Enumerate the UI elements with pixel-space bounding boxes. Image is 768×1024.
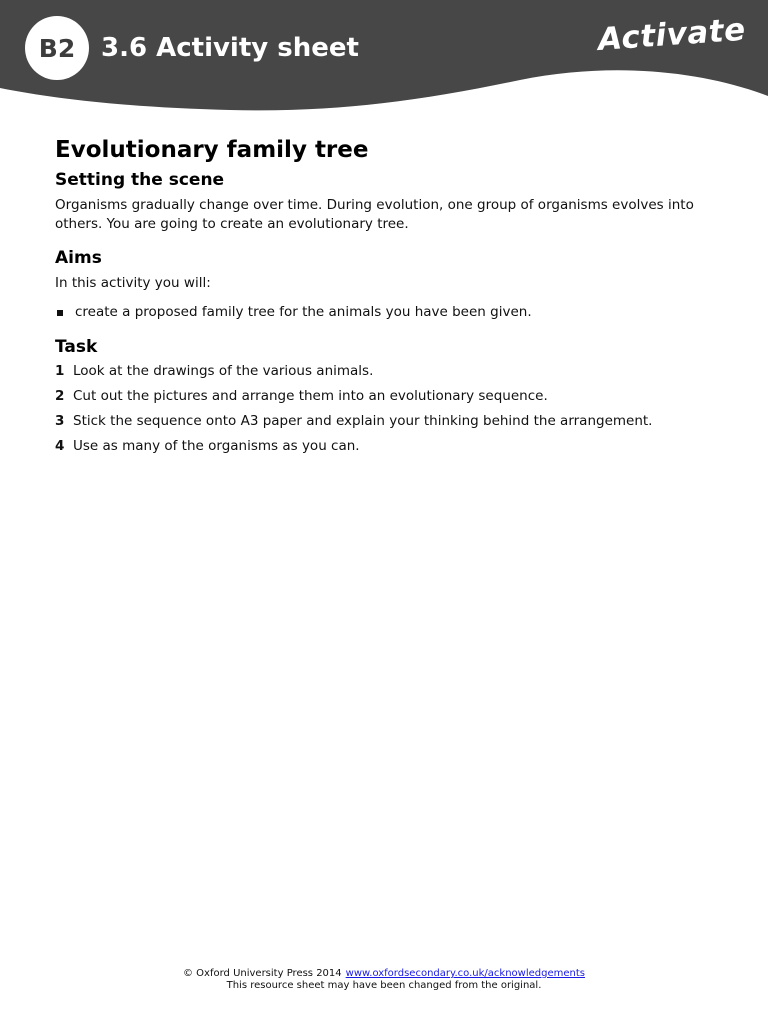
footer-note: This resource sheet may have been changed from the original.	[226, 980, 542, 991]
task-steps	[55, 362, 715, 456]
page-title: Evolutionary family tree	[55, 137, 369, 163]
step-number: 4	[55, 438, 65, 454]
footer-line-1	[0, 968, 768, 980]
sheet-title: 3.6 Activity sheet	[101, 33, 359, 63]
list-item	[55, 387, 715, 406]
section-heading-aims: Aims	[55, 248, 102, 268]
step-number: 2	[55, 388, 65, 404]
aim-text: create a proposed family tree for the animals you have been given.	[75, 304, 532, 320]
main-content	[55, 133, 715, 462]
step-text: Look at the drawings of the various animals.	[73, 363, 374, 379]
list-item	[55, 362, 715, 381]
unit-badge: B2	[25, 16, 89, 80]
list-item	[55, 437, 715, 456]
brand-logo: Activate	[596, 11, 747, 58]
scene-text: Organisms gradually change over time. During evolution, one group of organisms evolves into others. You are going to create an evolutionary tree.	[55, 197, 694, 232]
step-number: 3	[55, 413, 65, 429]
list-item	[55, 412, 715, 431]
acknowledgements-link[interactable]: www.oxfordsecondary.co.uk/acknowledgements	[345, 968, 585, 979]
aims-intro: In this activity you will:	[55, 275, 211, 291]
section-heading-task: Task	[55, 337, 98, 357]
footer	[0, 968, 768, 992]
step-text: Use as many of the organisms as you can.	[73, 438, 360, 454]
header-band	[0, 0, 768, 115]
list-item	[55, 303, 715, 322]
section-heading-scene: Setting the scene	[55, 170, 225, 190]
step-number: 1	[55, 363, 65, 379]
step-text: Cut out the pictures and arrange them into an evolutionary sequence.	[73, 388, 548, 404]
aims-list	[55, 303, 715, 322]
copyright-text: © Oxford University Press 2014	[183, 968, 342, 979]
bullet-square-icon	[57, 310, 63, 316]
step-text: Stick the sequence onto A3 paper and explain your thinking behind the arrangement.	[73, 413, 653, 429]
